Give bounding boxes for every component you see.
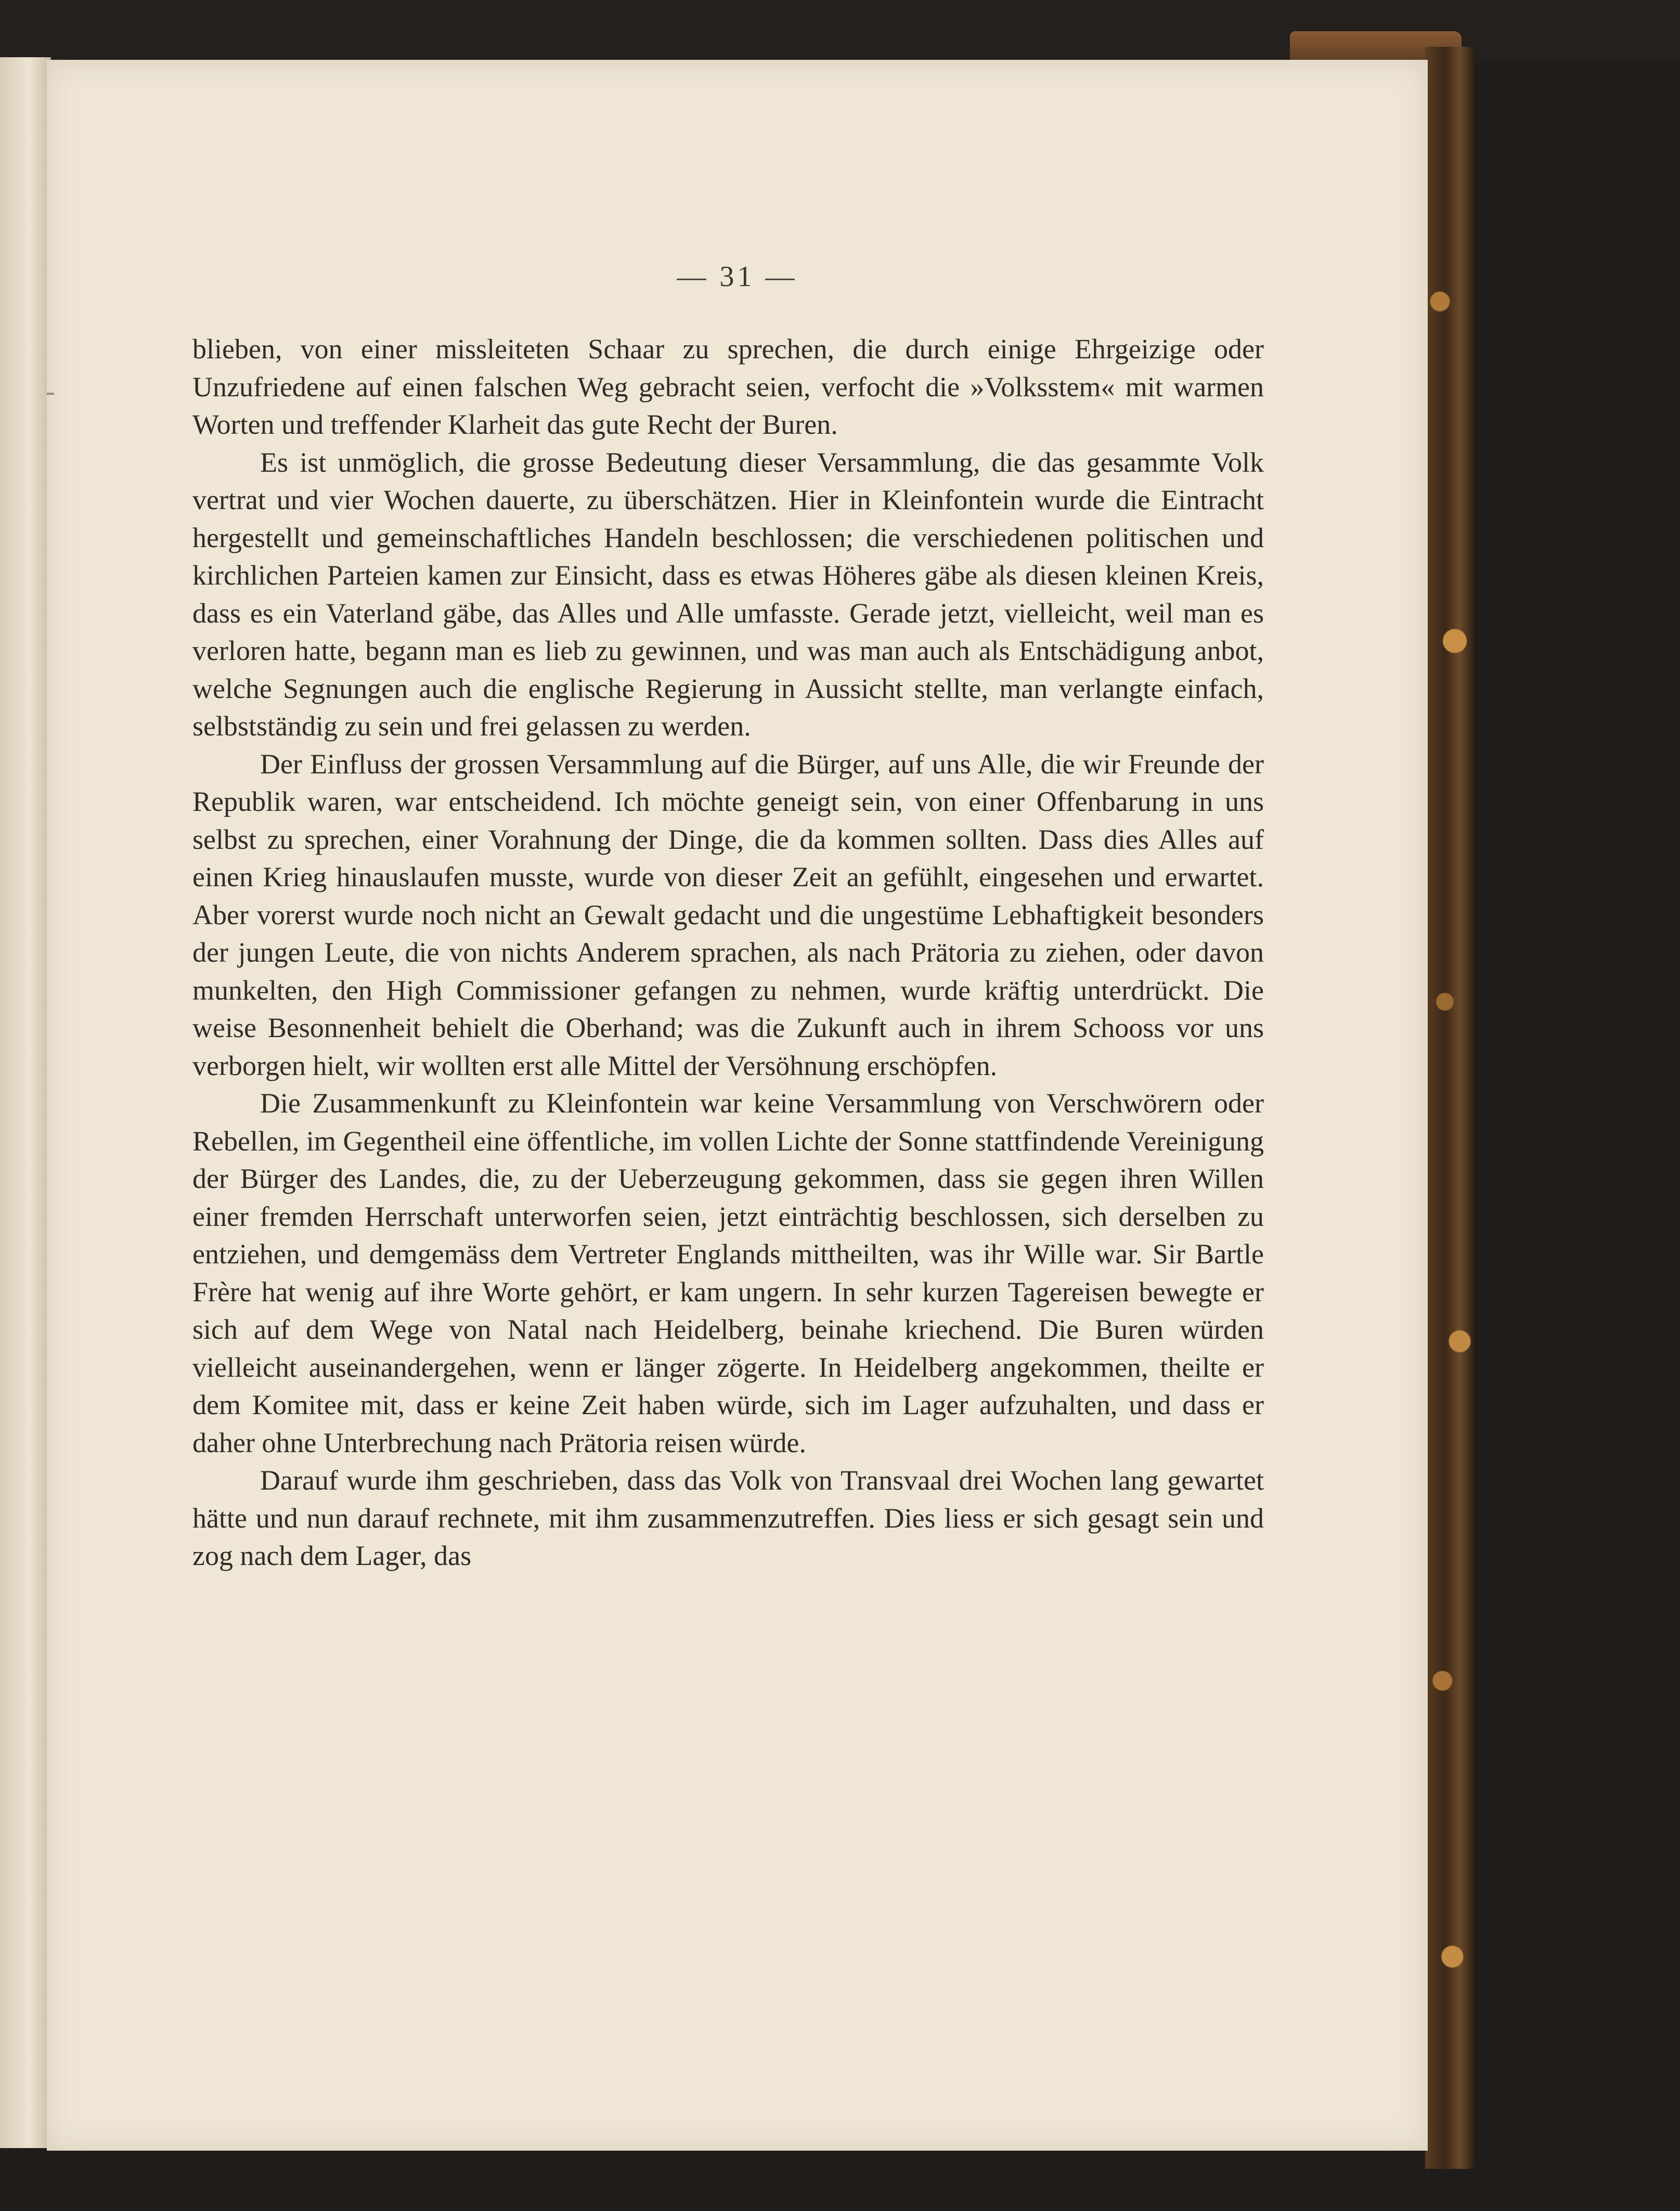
book-page <box>47 60 1428 2151</box>
margin-mark <box>47 393 54 395</box>
paragraph: Es ist unmöglich, die grosse Bedeutung dieser Versammlung, die das gesammte Volk vertrat und vier Wochen dauerte, zu überschätzen. Hier in Kleinfontein wurde die Eintracht hergestellt und gemeinschaftliches Handeln beschlossen; die verschiedenen politischen und kirchlichen Parteien kamen zur Einsicht, dass es etwas Höheres gäbe als diesen kleinen Kreis, dass es ein Vaterland gäbe, das Alles und Alle umfasste. Gerade jetzt, vielleicht, weil man es verloren hatte, begann man es lieb zu gewinnen, und was man auch als Entschädigung anbot, welche Segnungen auch die englische Regierung in Aussicht stellte, man verlangte einfach, selbstständig zu sein und frei gelassen zu werden. <box>192 446 1264 742</box>
paragraph: blieben, von einer missleiteten Schaar zu sprechen, die durch einige Ehrgeizige oder Unzufriedene auf einen falschen Weg gebracht seien, verfocht die »Volksstem« mit warmen Worten und treffender Klarheit das gute Recht der Buren. <box>192 333 1264 440</box>
page-number: — 31 — <box>677 261 798 293</box>
facing-page-edge <box>0 57 51 2148</box>
paragraph: Darauf wurde ihm geschrieben, dass das Volk von Transvaal drei Wochen lang gewartet hätte und nun darauf rechnete, mit ihm zusammenzutreffen. Dies liess er sich gesagt sein und zog nach dem Lager, das <box>192 1465 1264 1571</box>
paragraph: Der Einfluss der grossen Versammlung auf die Bürger, auf uns Alle, die wir Freunde der Republik waren, war entscheidend. Ich möchte geneigt sein, von einer Offenbarung in uns selbst zu sprechen, einer Vorahnung der Dinge, die da kommen sollten. Dass dies Alles auf einen Krieg hinauslaufen musste, wurde von dieser Zeit an gefühlt, eingesehen und erwartet. Aber vorerst wurde noch nicht an Gewalt gedacht und die ungestüme Lebhaftigkeit besonders der jungen Leute, die von nichts Anderem sprachen, als nach Prätoria zu ziehen, oder davon munkelten, den High Commissioner gefangen zu nehmen, wurde kräftig unterdrückt. Die weise Besonnenheit behielt die Oberhand; was die Zukunft auch in ihrem Schooss vor uns verborgen hielt, wir wollten erst alle Mittel der Versöhnung erschöpfen. <box>192 748 1264 1081</box>
paragraph: Die Zusammenkunft zu Kleinfontein war keine Versammlung von Verschwörern oder Rebellen, im Gegentheil eine öffentliche, im vollen Lichte der Sonne stattfindende Vereinigung der Bürger des Landes, die, zu der Ueberzeugung gekommen, dass sie gegen ihren Willen einer fremden Herrschaft unterworfen seien, jetzt einträchtig beschlossen, sich derselben zu entziehen, und demgemäss dem Vertreter Englands mittheilten, was ihr Wille war. Sir Bartle Frère hat wenig auf ihre Worte gehört, er kam ungern. In sehr kurzen Tagereisen bewegte er sich auf dem Wege von Natal nach Heidelberg, beinahe kriechend. Die Buren würden vielleicht auseinandergehen, wenn er länger zögerte. In Heidelberg angekommen, theilte er dem Komitee mit, dass er keine Zeit haben würde, sich im Lager aufzuhalten, und dass er daher ohne Unterbrechung nach Prätoria reisen würde. <box>192 1088 1264 1458</box>
page-text <box>192 330 1264 1575</box>
book-cover-edge <box>1425 47 1475 2169</box>
